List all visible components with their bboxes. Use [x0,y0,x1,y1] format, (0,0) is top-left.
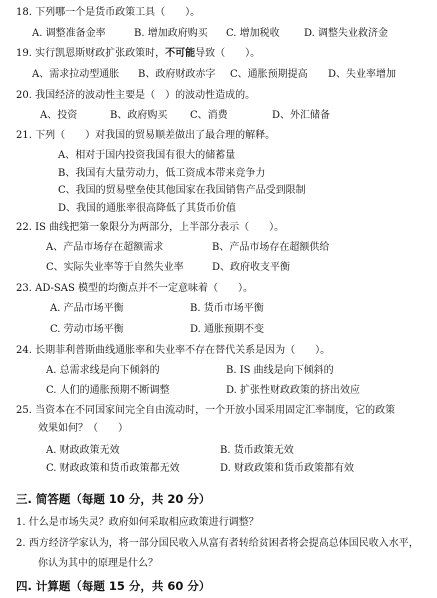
question-20 [16,89,255,102]
question-text: 实行凯恩斯财政扩张政策时， [35,48,166,59]
q25-option-d: D. 财政政策和货币政策都有效 [220,463,355,474]
question-text: 我国经济的波动性主要是（ ）的波动性造成的。 [35,90,256,101]
short-answer-2 [16,537,419,550]
q20-option-c: C、消费 [190,110,228,121]
question-text: AD-SAS 模型的均衡点并不一定意味着（ ）。 [35,283,253,294]
q19-option-b: B、政府财政赤字 [138,69,216,80]
question-number: 20. [16,90,32,101]
question-24 [16,344,330,357]
q18-option-d: D. 调整失业救济金 [304,28,389,39]
q22-option-a: A、产品市场存在超额需求 [46,242,164,253]
question-text: IS 曲线把第一象限分为两部分，上半部分表示（ ）。 [35,222,285,233]
question-18 [16,6,200,19]
item-number: 2. [16,538,26,549]
question-number: 25. [16,405,32,416]
question-number: 18. [16,7,32,18]
question-22 [16,221,284,234]
question-23 [16,282,253,295]
q21-option-a: A、相对于国内投资我国有很大的储蓄量 [58,150,236,161]
q21-option-b: B、我国有大量劳动力，低工资成本带来竞争力 [58,168,266,179]
q23-option-a: A. 产品市场平衡 [50,303,124,314]
q18-option-c: C. 增加税收 [226,28,280,39]
question-text: 长期菲利普斯曲线通胀率和失业率不存在替代关系是因为（ ）。 [35,345,331,356]
q20-option-b: B、政府购买 [110,110,168,121]
q24-option-d: D. 扩张性财政政策的挤出效应 [226,385,361,396]
question-25 [16,404,395,417]
q18-option-b: B. 增加政府购买 [134,28,208,39]
question-emphasis: 不可能 [165,48,196,59]
short-answer-1 [16,516,259,529]
q19-option-c: C、通胀预期提高 [230,69,308,80]
question-25-continued: 效果如何？（ ） [38,423,128,434]
q19-option-d: D、失业率增加 [328,69,397,80]
question-number: 21. [16,130,32,141]
question-21 [16,129,275,142]
section-4-heading: 四. 计算题（每题 15 分，共 60 分） [16,579,211,593]
q24-option-c: C. 人们的通胀预期不断调整 [46,385,170,396]
question-text-end: 导致（ ）。 [195,48,261,59]
q25-option-b: B. 货币政策无效 [220,445,294,456]
q24-option-a: A. 总需求线是向下倾斜的 [46,365,160,376]
q24-option-b: B. IS 曲线是向下倾斜的 [226,365,334,376]
question-19 [16,47,260,60]
q22-option-b: B、产品市场存在超额供给 [212,242,330,253]
q18-option-a: A. 调整准备金率 [32,28,106,39]
item-number: 1. [16,517,26,528]
q20-option-a: A、投资 [40,110,78,121]
q21-option-d: D、我国的通胀率很高降低了其货币价值 [58,203,237,214]
question-number: 24. [16,345,32,356]
question-text: 当资本在不同国家间完全自由流动时，一个开放小国采用固定汇率制度，它的政策 [35,405,396,416]
section-3-heading: 三. 简答题（每题 10 分，共 20 分） [16,492,211,506]
q20-option-d: D、外汇储备 [272,110,331,121]
q23-option-d: D. 通胀预期不变 [190,324,265,335]
question-text: 下列哪一个是货币政策工具（ ）。 [35,7,201,18]
question-text: 下列（ ）对我国的贸易顺差做出了最合理的解释。 [35,130,276,141]
q19-option-a: A、需求拉动型通胀 [32,69,120,80]
q22-option-c: C、实际失业率等于自然失业率 [46,262,184,273]
q25-option-a: A. 财政政策无效 [46,445,120,456]
q22-option-d: D、政府收支平衡 [212,262,291,273]
q23-option-c: C. 劳动市场平衡 [50,324,124,335]
item-text: 什么是市场失灵？政府如何采取相应政策进行调整？ [28,517,259,528]
short-answer-2-continued: 你认为其中的原理是什么？ [38,558,158,569]
q21-option-c: C、我国的贸易壁垒使其他国家在我国销售产品受到限制 [58,185,306,196]
question-number: 19. [16,48,32,59]
item-text: 西方经济学家认为，将一部分国民收入从富有者转给贫困者将会提高总体国民收入水平， [28,538,419,549]
question-number: 23. [16,283,32,294]
q23-option-b: B. 货币市场平衡 [190,303,264,314]
question-number: 22. [16,222,32,233]
q25-option-c: C. 财政政策和货币政策都无效 [46,463,180,474]
